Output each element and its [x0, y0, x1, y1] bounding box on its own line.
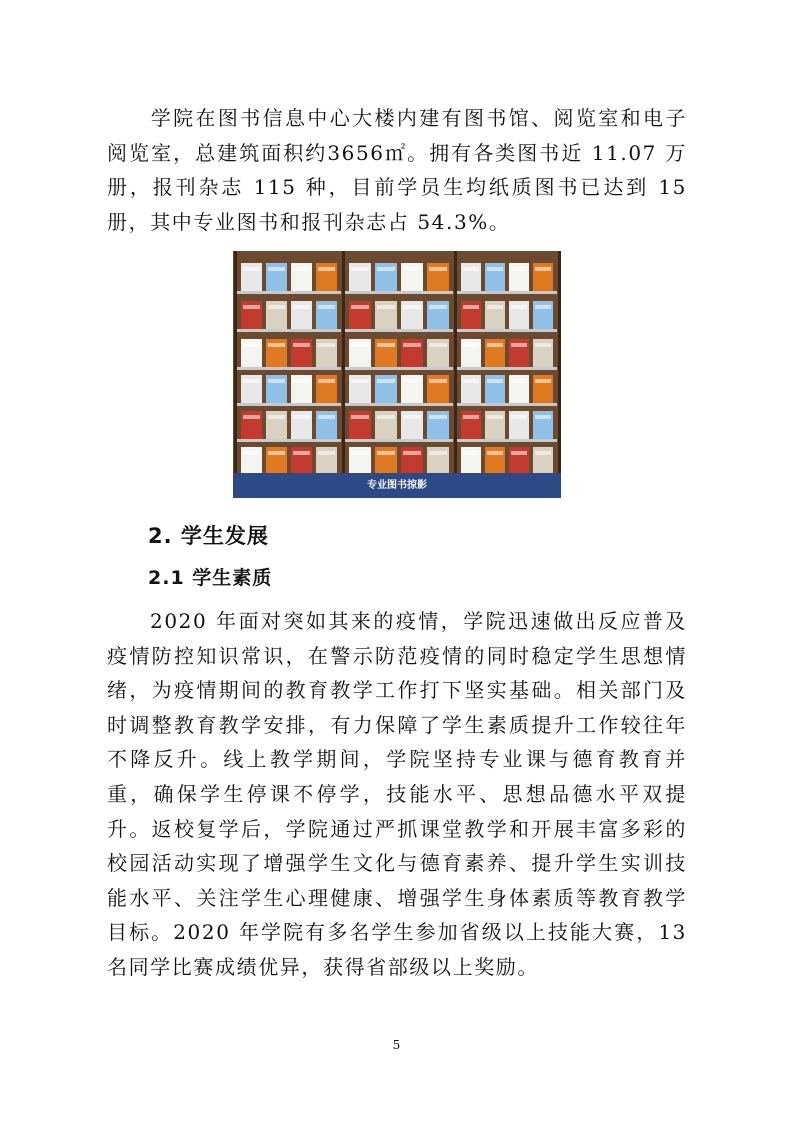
- book-cover-title: [243, 415, 260, 419]
- book-cover-title: [293, 379, 310, 383]
- subsection-heading: 2.1 学生素质: [148, 567, 273, 589]
- book-cover-title: [403, 379, 421, 383]
- book-cover-title: [429, 305, 447, 309]
- book-cover-title: [487, 267, 503, 271]
- shelf-divider: [234, 251, 237, 473]
- book-cover-title: [403, 267, 421, 271]
- book-cover-title: [351, 267, 369, 271]
- book-cover-title: [293, 451, 310, 455]
- book-cover-title: [535, 267, 551, 271]
- book-cover-title: [268, 305, 285, 309]
- book-cover-title: [243, 451, 260, 455]
- book-cover-title: [351, 379, 369, 383]
- book-cover-title: [243, 343, 260, 347]
- book-cover-title: [293, 415, 310, 419]
- shelf-rail: [237, 291, 341, 294]
- book-cover-title: [243, 267, 260, 271]
- book-cover-title: [463, 305, 479, 309]
- student-quality-paragraph: [107, 604, 687, 985]
- page-number: 5: [392, 1038, 401, 1052]
- book-cover-title: [429, 415, 447, 419]
- book-cover-title: [293, 305, 310, 309]
- shelf-rail: [457, 329, 557, 332]
- student-quality-paragraph-text: 2020 年面对突如其来的疫情，学院迅速做出反应普及疫情防控知识常识，在警示防范疫情的同时稳定学生思想情绪，为疫情期间的教育教学工作打下坚实基础。相关部门及时调整教育教学安排，有力保障了学生素质提升工作较往年不降反升。线上教学期间，学院坚持专业课与德育教育并重，确保学生停课不停学，技能水平、思想品德水平双提升。返校复学后，学院通过严抓课堂教学和开展丰富多彩的校园活动实现了增强学生文化与德育素养、提升学生实训技能水平、关注学生心理健康、增强学生身体素质等教育教学目标。2020 年学院有多名学生参加省级以上技能大赛，13 名同学比赛成绩优异，获得省部级以上奖励。: [107, 609, 687, 979]
- book-cover-title: [429, 379, 447, 383]
- shelf-divider: [342, 251, 345, 473]
- book-cover-title: [463, 267, 479, 271]
- book-cover-title: [318, 267, 335, 271]
- book-cover: [266, 447, 287, 473]
- book-cover-title: [268, 451, 285, 455]
- book-cover-title: [318, 305, 335, 309]
- shelf-rail: [237, 439, 341, 442]
- book-cover-title: [351, 305, 369, 309]
- shelf-rail: [237, 403, 341, 406]
- book-cover-title: [511, 379, 527, 383]
- book-cover-title: [429, 267, 447, 271]
- book-cover: [375, 447, 397, 473]
- book-cover: [349, 447, 371, 473]
- book-cover: [401, 447, 423, 473]
- shelf-rail: [345, 439, 453, 442]
- book-cover-title: [403, 305, 421, 309]
- book-cover-title: [351, 451, 369, 455]
- book-cover-title: [535, 379, 551, 383]
- book-cover-title: [318, 415, 335, 419]
- book-cover-title: [535, 415, 551, 419]
- book-cover-title: [377, 379, 395, 383]
- bookshelf-photo: [233, 251, 561, 473]
- book-cover-title: [487, 343, 503, 347]
- book-cover-title: [318, 451, 335, 455]
- shelf-rail: [457, 367, 557, 370]
- figure-caption: 专业图书掠影: [233, 473, 561, 498]
- book-cover-title: [351, 343, 369, 347]
- book-cover: [427, 447, 449, 473]
- book-cover-title: [511, 343, 527, 347]
- book-cover-title: [268, 343, 285, 347]
- book-cover-title: [463, 379, 479, 383]
- shelf-rail: [345, 291, 453, 294]
- book-cover-title: [511, 451, 527, 455]
- library-paragraph-text: 学院在图书信息中心大楼内建有图书馆、阅览室和电子阅览室，总建筑面积约3656㎡。拥有各类图书近 11.07 万册，报刊杂志 115 种，目前学员生均纸质图书已达到 15 册，其中专业图书和报刊杂志占 54.3%。: [107, 106, 687, 234]
- book-cover-title: [535, 343, 551, 347]
- shelf-rail: [237, 329, 341, 332]
- book-cover-title: [463, 415, 479, 419]
- library-paragraph: [107, 101, 687, 239]
- book-cover-title: [511, 305, 527, 309]
- book-cover-title: [463, 451, 479, 455]
- book-cover-title: [511, 267, 527, 271]
- book-cover-title: [377, 305, 395, 309]
- library-figure: [233, 251, 561, 498]
- book-cover-title: [377, 415, 395, 419]
- book-cover-title: [487, 415, 503, 419]
- book-cover-title: [429, 343, 447, 347]
- shelf-divider: [558, 251, 561, 473]
- book-cover: [461, 447, 481, 473]
- book-cover-title: [351, 415, 369, 419]
- book-cover-title: [535, 451, 551, 455]
- shelf-rail: [345, 329, 453, 332]
- shelf-rail: [345, 367, 453, 370]
- book-cover: [316, 447, 337, 473]
- book-cover: [533, 447, 553, 473]
- book-cover: [485, 447, 505, 473]
- book-cover-title: [487, 305, 503, 309]
- book-cover-title: [268, 379, 285, 383]
- section-heading: 2. 学生发展: [148, 524, 269, 548]
- book-cover-title: [511, 415, 527, 419]
- book-cover-title: [403, 343, 421, 347]
- book-cover-title: [268, 415, 285, 419]
- book-cover: [241, 447, 262, 473]
- book-cover-title: [268, 267, 285, 271]
- shelf-rail: [457, 439, 557, 442]
- shelf-rail: [345, 403, 453, 406]
- book-cover-title: [377, 343, 395, 347]
- book-cover-title: [463, 343, 479, 347]
- book-cover-title: [535, 305, 551, 309]
- book-cover: [291, 447, 312, 473]
- book-cover-title: [293, 267, 310, 271]
- book-cover-title: [403, 451, 421, 455]
- book-cover-title: [293, 343, 310, 347]
- shelf-divider: [454, 251, 457, 473]
- book-cover-title: [487, 379, 503, 383]
- shelf-rail: [237, 367, 341, 370]
- shelf-rail: [457, 291, 557, 294]
- book-cover-title: [487, 451, 503, 455]
- book-cover-title: [318, 379, 335, 383]
- book-cover-title: [377, 267, 395, 271]
- book-cover-title: [403, 415, 421, 419]
- book-cover: [509, 447, 529, 473]
- book-cover-title: [243, 379, 260, 383]
- book-cover-title: [318, 343, 335, 347]
- shelf-rail: [457, 403, 557, 406]
- book-cover-title: [377, 451, 395, 455]
- book-cover-title: [429, 451, 447, 455]
- book-cover-title: [243, 305, 260, 309]
